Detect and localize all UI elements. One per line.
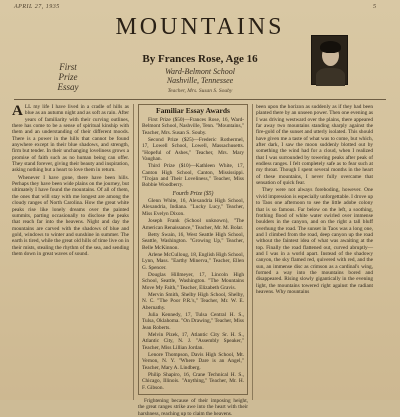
author-portrait (311, 35, 348, 85)
article-paragraph: They were not always foreboding, however. One vivid impression is especially unforgettable. I drove up to Taos one afternoon to see the little adobe colony that is so famous. Far below on the left, a soothing, frothing flood of white water swirled over immense boulders in the canyon, and on the right a tall bluff overhung the road. The sunset in Taos was a long one, and I climbed from the road, deep canyon up the road without the faintest idea of what was awaiting at the top. Finally the road flattened out, curved abruptly—and I was in a world apart. Instead of the shadowy canyon, the sky flamed red, quivered with red, and the sun, an immense disc as crimson as a cardinal's wing, formed a way into the mountains bored and disappeared. Rising slowly gigantically in the evening light, the mountains towered right against the radiant heavens. Why mountains (256, 187, 373, 295)
award-entry: Third Prize ($10)—Kathleen White, 17, Canton High School, Canton, Mississippi. "Trojan and Their Loveliness," Teacher, Miss Bobbie Woodberry. (142, 163, 244, 189)
award-entry: Melvin Pizek, 17, Atlantic City Sr. H. S., Atlantic City, N. J. "Assembly Speaker," Teacher, Miss Lillian Jordan. (142, 332, 244, 351)
prize-label-line: Essay (57, 82, 79, 92)
award-entry: Julia Kennedy, 17, Tulsa Central H. S., Tulsa, Oklahoma. "On Drawing," Teacher, Miss Jean Roberts. (142, 311, 244, 331)
header-rule (14, 99, 386, 100)
awards-box (138, 104, 248, 395)
teacher-credit: Teacher, Mrs. Susan S. Souby (167, 88, 233, 94)
school-city: Nashville, Tennessee (166, 76, 234, 85)
column-divider (133, 104, 134, 400)
article-column-1 (12, 104, 129, 400)
column-divider (252, 104, 253, 400)
page-number: 5 (373, 4, 376, 10)
portrait-shoulders (316, 68, 345, 86)
award-entry: Arlene McCulloug, 18, English High School, Lynn, Mass. "Earthy Minerva," Teacher, Ellen G. Spencer. (142, 251, 244, 271)
fourth-prize-heading: Fourth Prize ($5) (172, 190, 214, 197)
article-title: MOUNTAINS (115, 14, 285, 40)
byline: By Frances Rose, Age 16 (142, 53, 258, 65)
article-paragraph: Whenever I have gone, there have been hills. Perhaps they have been wide plains on the journey, but ultimately I have found the mountains. Of all of them, the ones that will stay with me longest are among the cloudy ranges of North Carolina. How the great white peaks rise like lonely dreams over the painted summits, parting occasionally to disclose the peaks that reach far into the heavens. Night and day the mountains are carved with the shadows of blue and gold, windows to winter and sunshine in summer. The earth is tired, while the great old hills of time live on in their mists, stealing the rhythm of the sea, and sending them down in great waves of sound. (12, 174, 129, 257)
award-entry: Lenore Thompson, Davis High School, Mt. Vernon, N. Y. "Where Dare is an Angel," Teacher, Mary A. Lindberg. (142, 352, 244, 371)
award-entry: Philip Shapiro, 16, Crane Technical H. S., Chicago, Illinois. "Anything," Teacher, Mr. H. F. Gibson. (142, 372, 244, 391)
article-paragraph (12, 104, 129, 174)
award-entry: Second Prize ($25)—Frederic Rothermel, 17, Lowell School, Lowell, Massachusetts. "Hopeful of Ashes," Teacher, Mrs. Mary Vaughan. (142, 137, 244, 163)
prize-label-line: Prize (58, 72, 78, 82)
portrait-hair (320, 41, 341, 53)
issue-date: APRIL 27, 1935 (14, 4, 60, 10)
school-name: Ward-Belmont School (165, 67, 235, 76)
award-entry: Douglas Hillmeyer, 17, Lincoln High School, Seattle, Washington. "The Mountains Move My Faith," Teacher, Elizabeth Gravis. (142, 271, 244, 291)
award-entry: Betty Swain, 16, West Seattle High School, Seattle, Washington. "Growing Up," Teacher, Belle McKinnon. (142, 231, 244, 251)
award-entry: First Prize ($50)—Frances Rose, 16, Ward-Belmont School, Nashville, Tenn. "Mountains," Teacher, Mrs. Susan S. Souby. (142, 117, 244, 136)
prize-label-line: First (59, 62, 77, 72)
awards-column (138, 104, 248, 417)
award-entry: Joseph Frank (School unknown), "The American Renaissance," Teacher, Mr. M. Bolar. (142, 218, 244, 231)
paragraph-text: LL my life I have lived in a cradle of hills as blue as an autumn night and as soft as rain. After years of familiarity with their curving outlines, there has come to be a sense of spiritual kinship with them and an understanding of their different moods. There is a power in the hills that cannot be found anywhere except in their blue shadows, and strength, firm but tender. In their unchanging loveliness grows a promise of faith such as no human being can offer. They stand forever, giving their beauty and inspiration, asking nothing but a heart to love them in return. (12, 104, 129, 174)
drop-cap: A (12, 103, 23, 119)
article-column-3 (256, 104, 373, 400)
article-paragraph: been upon the horizon as suddenly as if they had been planted there by an unseen power. Then one evening as I was driving westward over the plains, there appeared far away two mountains standing sharply against the fire-gold of the sunset and utterly isolated. This should have given me a taste of what was to come, but which, after dark, I saw the moon suddenly blotted out by something the wind had for a cloud, when I realized that I was surrounded by towering peaks after peak of endless ranges. I felt completely safe as to fear such at my throat. Though I spent several months in the heart of these mountains, I never fully overcame that sensation of quick fear. (256, 104, 373, 187)
award-entry: Glenn White, 16, Alexandria High School, Alexandria, Indiana. "Lucky Lucy," Teacher, Miss Evelyn Dixon. (142, 198, 244, 217)
awards-heading: Familiar Essay Awards (156, 106, 230, 115)
award-entry: Mervin Smith, Shelby High School, Shelby, N. C. "The Poor P.R.'s," Teacher, Mr. W. E. Abernathy. (142, 291, 244, 311)
article-continuation: Frightening because of their imposing height, the great ranges strike awe into the heart with their harshness, reaching up to claim the heavens. (138, 398, 248, 417)
prize-label (48, 62, 88, 92)
